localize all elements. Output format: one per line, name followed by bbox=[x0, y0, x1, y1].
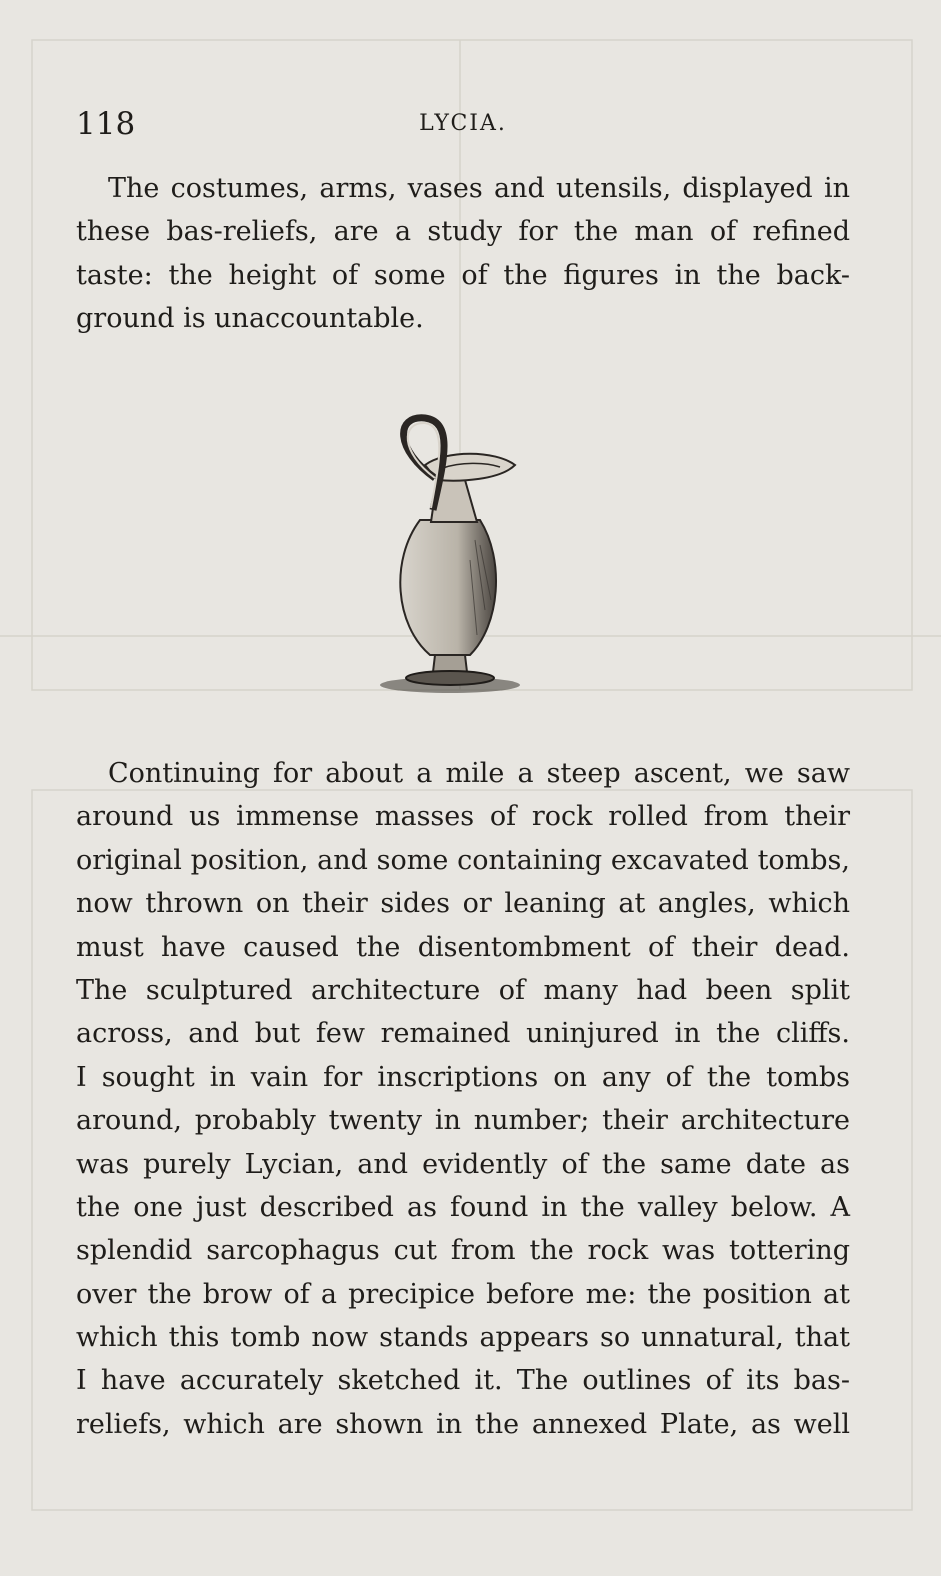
text-line: The sculptured architecture of many had been split bbox=[76, 974, 850, 1006]
text-line: these bas-reliefs, are a study for the man of refined bbox=[76, 216, 850, 248]
text-line: taste: the height of some of the figures in the back- bbox=[76, 259, 850, 291]
text-line: was purely Lycian, and evidently of the same date as bbox=[76, 1148, 850, 1180]
oinochoe-vase-icon bbox=[365, 410, 545, 700]
text-line: across, and but few remained uninjured in the cliffs. bbox=[76, 1018, 850, 1050]
text-line: reliefs, which are shown in the annexed Plate, as well bbox=[76, 1408, 850, 1440]
text-line: around, probably twenty in number; their architecture bbox=[76, 1105, 850, 1137]
text-line: splendid sarcophagus cut from the rock was tottering bbox=[76, 1235, 850, 1267]
running-head: LYCIA. bbox=[419, 111, 507, 136]
text-line: over the brow of a precipice before me: the position at bbox=[76, 1278, 850, 1310]
text-line: Continuing for about a mile a steep ascent, we saw bbox=[108, 758, 850, 789]
page-number: 118 bbox=[76, 106, 136, 142]
text-line: original position, and some containing excavated tombs, bbox=[76, 844, 850, 876]
page-header bbox=[76, 104, 850, 144]
text-line: around us immense masses of rock rolled from their bbox=[76, 801, 850, 833]
text-line: I sought in vain for inscriptions on any of the tombs bbox=[76, 1061, 850, 1093]
text-line: I have accurately sketched it. The outlines of its bas- bbox=[76, 1365, 850, 1397]
paragraph-2 bbox=[76, 752, 850, 1446]
text-line: ground is unaccountable. bbox=[76, 303, 424, 335]
text-line: the one just described as found in the valley below. A bbox=[76, 1191, 850, 1223]
text-line: now thrown on their sides or leaning at angles, which bbox=[76, 888, 850, 920]
paragraph-1 bbox=[76, 167, 850, 341]
text-line: must have caused the disentombment of their dead. bbox=[76, 931, 850, 963]
text-line: The costumes, arms, vases and utensils, displayed in bbox=[108, 173, 850, 204]
text-line: which this tomb now stands appears so unnatural, that bbox=[76, 1322, 850, 1354]
